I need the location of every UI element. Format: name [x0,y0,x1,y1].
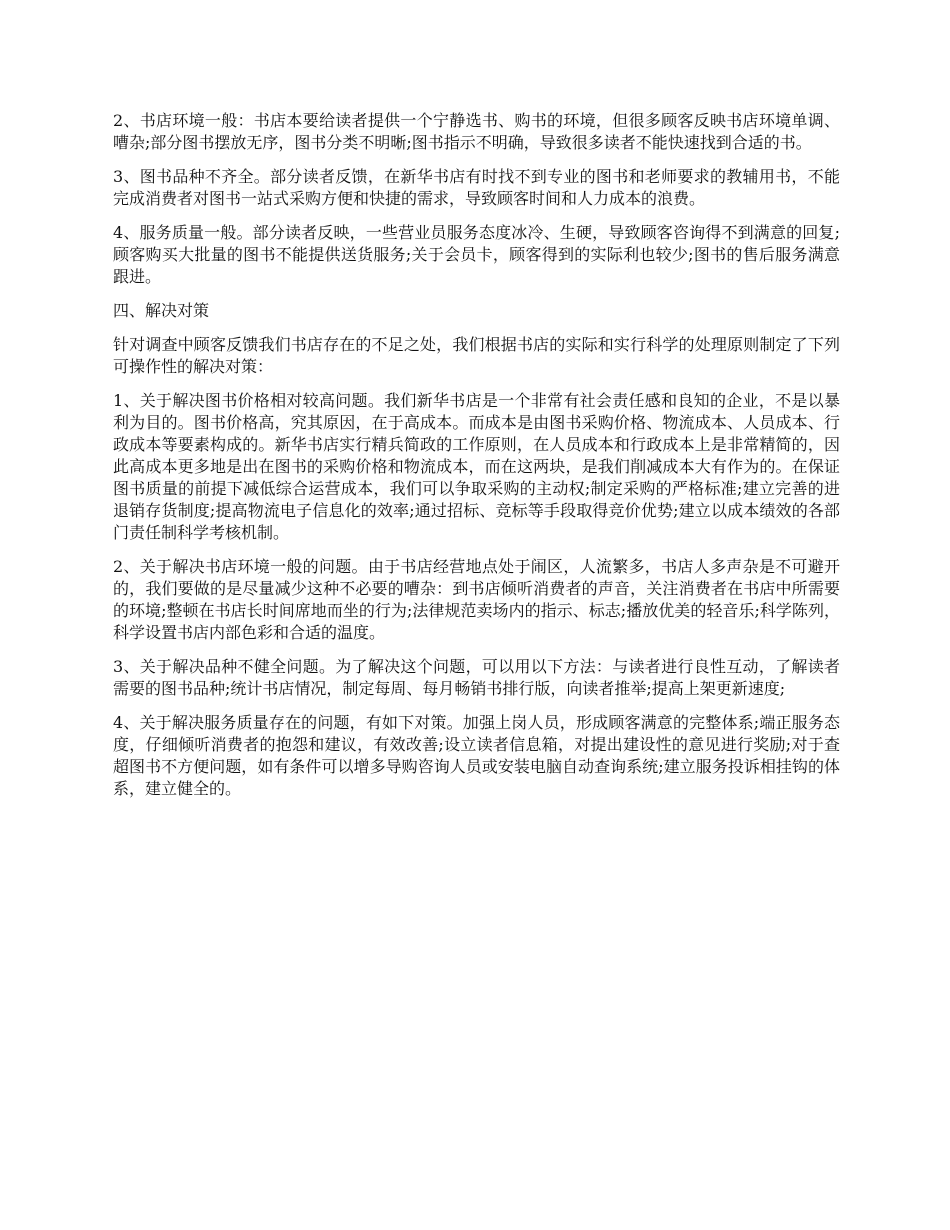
section-heading: 四、解决对策 [113,301,210,320]
document-page [113,110,840,812]
solution-variety: 3、关于解决品种不健全问题。为了解决这个问题，可以用以下方法：与读者进行良性互动，了解读者需要的图书品种;统计书店情况，制定每周、每月畅销书排行版，向读者推举;提高上架更新速度; [113,657,840,698]
paragraph-variety: 3、图书品种不齐全。部分读者反馈，在新华书店有时找不到专业的图书和老师要求的教辅用书，不能完成消费者对图书一站式采购方便和快捷的需求，导致顾客时间和人力成本的浪费。 [113,167,840,208]
solution-environment: 2、关于解决书店环境一般的问题。由于书店经营地点处于闹区，人流繁多，书店人多声杂是不可避开的，我们要做的是尽量减少这种不必要的嘈杂：到书店倾听消费者的声音，关注消费者在书店中所需要的环境;整顿在书店长时间席地而坐的行为;法律规范卖场内的指示、标志;播放优美的轻音乐;科学陈列，科学设置书店内部色彩和合适的温度。 [113,557,840,642]
solution-service: 4、关于解决服务质量存在的问题，有如下对策。加强上岗人员，形成顾客满意的完整体系;端正服务态度，仔细倾听消费者的抱怨和建议，有效改善;设立读者信息箱，对提出建设性的意见进行奖励;对于查超图书不方便问题，如有条件可以增多导购咨询人员或安装电脑自动查询系统;建立服务投诉相挂钩的体系，建立健全的。 [113,713,840,798]
paragraph-environment: 2、书店环境一般：书店本要给读者提供一个宁静选书、购书的环境，但很多顾客反映书店环境单调、嘈杂;部分图书摆放无序，图书分类不明晰;图书指示不明确，导致很多读者不能快速找到合适的书。 [113,111,840,152]
paragraph-service: 4、服务质量一般。部分读者反映，一些营业员服务态度冰冷、生硬，导致顾客咨询得不到满意的回复;顾客购买大批量的图书不能提供送货服务;关于会员卡，顾客得到的实际利也较少;图书的售后服务满意跟进。 [113,223,840,286]
solution-price: 1、关于解决图书价格相对较高问题。我们新华书店是一个非常有社会责任感和良知的企业，不是以暴利为目的。图书价格高，究其原因，在于高成本。而成本是由图书采购价格、物流成本、人员成本、行政成本等要素构成的。新华书店实行精兵简政的工作原则，在人员成本和行政成本上是非常精简的，因此高成本更多地是出在图书的采购价格和物流成本，而在这两块，是我们削减成本大有作为的。在保证图书质量的前提下减低综合运营成本，我们可以争取采购的主动权;制定采购的严格标准;建立完善的进退销存货制度;提高物流电子信息化的效率;通过招标、竞标等手段取得竞价优势;建立以成本绩效的各部门责任制科学考核机制。 [113,391,840,542]
section-intro: 针对调查中顾客反馈我们书店存在的不足之处，我们根据书店的实际和实行科学的处理原则制定了下列可操作性的解决对策： [113,335,840,376]
